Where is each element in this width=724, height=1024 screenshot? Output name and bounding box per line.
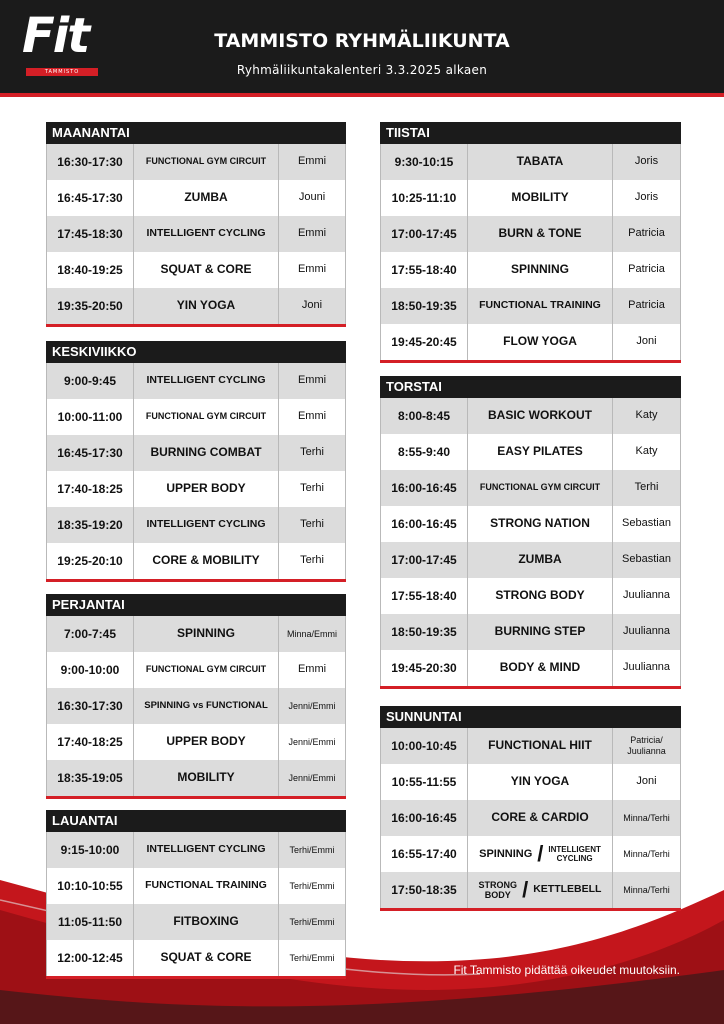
row-instructor: Katy: [635, 409, 658, 422]
schedule-row: [47, 507, 345, 543]
row-time: 19:45-20:30: [381, 650, 468, 686]
slash-divider-icon: /: [537, 840, 544, 866]
row-class: [468, 836, 613, 872]
row-class: MOBILITY: [134, 760, 279, 796]
schedule-table: [380, 728, 681, 908]
row-class: EASY PILATES: [468, 434, 613, 470]
schedule-row: [381, 872, 680, 908]
row-class: YIN YOGA: [468, 764, 613, 800]
row-instructor: Sebastian: [622, 517, 671, 530]
row-time: 10:10-10:55: [47, 868, 134, 904]
row-instructor: Emmi: [297, 227, 327, 240]
row-instructor: [613, 728, 680, 764]
row-time: 17:50-18:35: [381, 872, 468, 908]
schedule-row: [47, 724, 345, 760]
class-part-line: STRONG: [478, 879, 518, 890]
schedule-row: [381, 836, 680, 872]
row-instructor: Joni: [636, 335, 657, 348]
row-time: 10:00-11:00: [47, 399, 134, 435]
row-time: 16:00-16:45: [381, 470, 468, 506]
schedule-row: [47, 616, 345, 652]
schedule-row: [47, 471, 345, 507]
header-bar: [0, 0, 724, 93]
row-time: 16:55-17:40: [381, 836, 468, 872]
row-time: 7:00-7:45: [47, 616, 134, 652]
logo-subtext: TAMMISTO: [44, 69, 80, 75]
row-instructor: Terhi: [300, 518, 324, 531]
schedule-row: [47, 252, 345, 288]
row-class: [468, 872, 613, 908]
day-block-torstai: [380, 376, 681, 689]
row-instructor: Terhi/Emmi: [289, 880, 335, 891]
schedule-table: [46, 363, 346, 579]
row-time: 16:00-16:45: [381, 800, 468, 836]
schedule-row: [381, 252, 680, 288]
row-instructor: Emmi: [297, 410, 327, 423]
day-block-tiistai: [380, 122, 681, 363]
row-time: 10:55-11:55: [381, 764, 468, 800]
row-class: YIN YOGA: [134, 288, 279, 324]
row-instructor: Joni: [636, 775, 657, 788]
row-time: 16:30-17:30: [47, 688, 134, 724]
page-subtitle: Ryhmäliikuntakalenteri 3.3.2025 alkaen: [236, 63, 488, 77]
schedule-row: [47, 288, 345, 324]
day-end-line: [46, 796, 346, 799]
row-class: BURN & TONE: [468, 216, 613, 252]
row-time: 17:40-18:25: [47, 724, 134, 760]
row-time: 19:35-20:50: [47, 288, 134, 324]
row-time: 9:00-9:45: [47, 363, 134, 399]
schedule-row: [47, 180, 345, 216]
row-time: 19:25-20:10: [47, 543, 134, 579]
row-class: FUNCTIONAL HIIT: [468, 728, 613, 764]
fit-logo: [22, 8, 100, 78]
row-class: FUNCTIONAL GYM CIRCUIT: [134, 399, 279, 435]
day-end-line: [380, 686, 681, 689]
row-time: 19:45-20:45: [381, 324, 468, 360]
row-time: 16:30-17:30: [47, 144, 134, 180]
day-header: LAUANTAI: [46, 810, 346, 832]
schedule-row: [381, 180, 680, 216]
day-block-sunnuntai: [380, 706, 681, 911]
logo-text: Fit: [22, 8, 89, 64]
schedule-row: [381, 764, 680, 800]
row-time: 17:55-18:40: [381, 252, 468, 288]
row-time: 9:00-10:00: [47, 652, 134, 688]
row-instructor: Terhi: [300, 554, 324, 567]
row-time: 9:30-10:15: [381, 144, 468, 180]
day-header: PERJANTAI: [46, 594, 346, 616]
schedule-row: [47, 868, 345, 904]
row-class: UPPER BODY: [134, 724, 279, 760]
schedule-table: [380, 144, 681, 360]
schedule-row: [47, 144, 345, 180]
schedule-row: [381, 542, 680, 578]
day-header: MAANANTAI: [46, 122, 346, 144]
schedule-row: [47, 652, 345, 688]
row-class: BASIC WORKOUT: [468, 398, 613, 434]
row-time: 18:50-19:35: [381, 614, 468, 650]
row-time: 18:35-19:05: [47, 760, 134, 796]
row-class: CORE & CARDIO: [468, 800, 613, 836]
row-class: MOBILITY: [468, 180, 613, 216]
row-instructor: Joris: [634, 155, 659, 168]
row-time: 10:00-10:45: [381, 728, 468, 764]
schedule-row: [381, 614, 680, 650]
row-time: 17:40-18:25: [47, 471, 134, 507]
schedule-row: [381, 288, 680, 324]
row-instructor: Terhi: [634, 481, 659, 494]
class-part: KETTLEBELL: [533, 883, 602, 896]
row-class: FUNCTIONAL TRAINING: [468, 288, 613, 324]
row-class: ZUMBA: [468, 542, 613, 578]
row-class: SPINNING: [468, 252, 613, 288]
day-header: TIISTAI: [380, 122, 681, 144]
day-block-perjantai: [46, 594, 346, 799]
instructor-line: Juulianna: [627, 746, 666, 756]
footer-note: Fit Tammisto pidättää oikeudet muutoksiin.: [453, 963, 680, 977]
class-part: [548, 845, 600, 863]
row-class: BURNING COMBAT: [134, 435, 279, 471]
schedule-row: [47, 543, 345, 579]
page-title: TAMMISTO RYHMÄLIIKUNTA: [214, 30, 510, 52]
day-header: TORSTAI: [380, 376, 681, 398]
row-instructor: Juulianna: [622, 661, 671, 674]
row-instructor: Katy: [635, 445, 658, 458]
row-time: 16:45-17:30: [47, 180, 134, 216]
row-instructor: Terhi/Emmi: [289, 952, 335, 963]
day-end-line: [46, 976, 346, 979]
schedule-row: [381, 650, 680, 686]
row-class: SQUAT & CORE: [134, 252, 279, 288]
row-class: BURNING STEP: [468, 614, 613, 650]
row-time: 18:40-19:25: [47, 252, 134, 288]
row-instructor: Patricia: [628, 263, 665, 276]
schedule-row: [47, 216, 345, 252]
schedule-row: [381, 728, 680, 764]
row-time: 17:00-17:45: [381, 216, 468, 252]
schedule-row: [381, 470, 680, 506]
row-class: FUNCTIONAL GYM CIRCUIT: [468, 470, 613, 506]
row-class: FITBOXING: [134, 904, 279, 940]
row-class: BODY & MIND: [468, 650, 613, 686]
class-part-line: CYCLING: [556, 854, 593, 863]
class-part-line: INTELLIGENT: [548, 844, 601, 854]
schedule-row: [47, 688, 345, 724]
schedule-row: [381, 800, 680, 836]
schedule-row: [47, 940, 345, 976]
row-class: INTELLIGENT CYCLING: [134, 507, 279, 543]
row-class: SPINNING: [134, 616, 279, 652]
row-class: SQUAT & CORE: [134, 940, 279, 976]
row-class: TABATA: [468, 144, 613, 180]
day-block-keskiviikko: [46, 341, 346, 582]
row-time: 16:00-16:45: [381, 506, 468, 542]
schedule-row: [381, 578, 680, 614]
day-block-maanantai: [46, 122, 346, 327]
row-instructor: Emmi: [297, 155, 327, 168]
schedule-row: [381, 144, 680, 180]
schedule-row: [47, 363, 345, 399]
row-time: 12:00-12:45: [47, 940, 134, 976]
row-instructor: Terhi/Emmi: [289, 844, 335, 855]
row-time: 10:25-11:10: [381, 180, 468, 216]
row-instructor: Minna/Terhi: [623, 884, 670, 895]
row-instructor: Minna/Terhi: [623, 812, 670, 823]
schedule-table: [46, 144, 346, 324]
row-class: FUNCTIONAL GYM CIRCUIT: [134, 652, 279, 688]
row-class: UPPER BODY: [134, 471, 279, 507]
schedule-row: [47, 399, 345, 435]
row-time: 17:55-18:40: [381, 578, 468, 614]
day-end-line: [380, 360, 681, 363]
schedule-row: [381, 216, 680, 252]
day-header: SUNNUNTAI: [380, 706, 681, 728]
row-class: STRONG NATION: [468, 506, 613, 542]
row-class: FLOW YOGA: [468, 324, 613, 360]
row-instructor: Jenni/Emmi: [288, 772, 336, 783]
schedule-table: [46, 832, 346, 976]
schedule-row: [381, 324, 680, 360]
row-class: SPINNING vs FUNCTIONAL: [134, 688, 279, 724]
row-time: 11:05-11:50: [47, 904, 134, 940]
row-instructor: Emmi: [297, 374, 327, 387]
schedule-table: [46, 616, 346, 796]
row-instructor: Jouni: [298, 191, 326, 204]
row-instructor: Joni: [301, 299, 323, 312]
row-instructor: Sebastian: [622, 553, 671, 566]
row-instructor: Jenni/Emmi: [288, 736, 336, 747]
row-instructor: Terhi: [300, 482, 324, 495]
schedule-row: [47, 435, 345, 471]
row-instructor: Terhi: [300, 446, 324, 459]
row-time: 9:15-10:00: [47, 832, 134, 868]
header-accent-line: [0, 93, 724, 97]
day-end-line: [46, 579, 346, 582]
schedule-row: [47, 832, 345, 868]
day-end-line: [46, 324, 346, 327]
row-time: 8:55-9:40: [381, 434, 468, 470]
slash-divider-icon: /: [522, 876, 529, 902]
day-end-line: [380, 908, 681, 911]
schedule-row: [381, 506, 680, 542]
schedule-row: [381, 398, 680, 434]
row-time: 17:00-17:45: [381, 542, 468, 578]
class-part: SPINNING: [479, 847, 533, 860]
row-class: INTELLIGENT CYCLING: [134, 832, 279, 868]
row-instructor: Juulianna: [622, 625, 671, 638]
row-class: INTELLIGENT CYCLING: [134, 363, 279, 399]
schedule-row: [381, 434, 680, 470]
row-time: 18:35-19:20: [47, 507, 134, 543]
class-part: [479, 880, 518, 901]
row-instructor: Patricia: [628, 227, 665, 240]
row-instructor: Patricia: [628, 299, 665, 312]
row-instructor: Joris: [634, 191, 659, 204]
day-header: KESKIVIIKKO: [46, 341, 346, 363]
row-instructor: Emmi: [297, 263, 327, 276]
row-time: 16:45-17:30: [47, 435, 134, 471]
row-class: ZUMBA: [134, 180, 279, 216]
row-time: 18:50-19:35: [381, 288, 468, 324]
instructor-line: Patricia/: [630, 735, 663, 746]
row-time: 8:00-8:45: [381, 398, 468, 434]
schedule-table: [380, 398, 681, 686]
row-class: CORE & MOBILITY: [134, 543, 279, 579]
row-time: 17:45-18:30: [47, 216, 134, 252]
row-class: INTELLIGENT CYCLING: [134, 216, 279, 252]
row-instructor: Juulianna: [622, 589, 671, 602]
row-instructor: Emmi: [297, 663, 327, 676]
row-class: STRONG BODY: [468, 578, 613, 614]
row-instructor: Minna/Emmi: [286, 628, 337, 639]
schedule-row: [47, 904, 345, 940]
day-block-lauantai: [46, 810, 346, 979]
row-class: FUNCTIONAL GYM CIRCUIT: [134, 144, 279, 180]
row-instructor: Terhi/Emmi: [289, 916, 335, 927]
row-instructor: Jenni/Emmi: [288, 700, 336, 711]
row-class: FUNCTIONAL TRAINING: [134, 868, 279, 904]
schedule-row: [47, 760, 345, 796]
class-part-line: BODY: [484, 890, 511, 900]
row-instructor: Minna/Terhi: [623, 848, 670, 859]
